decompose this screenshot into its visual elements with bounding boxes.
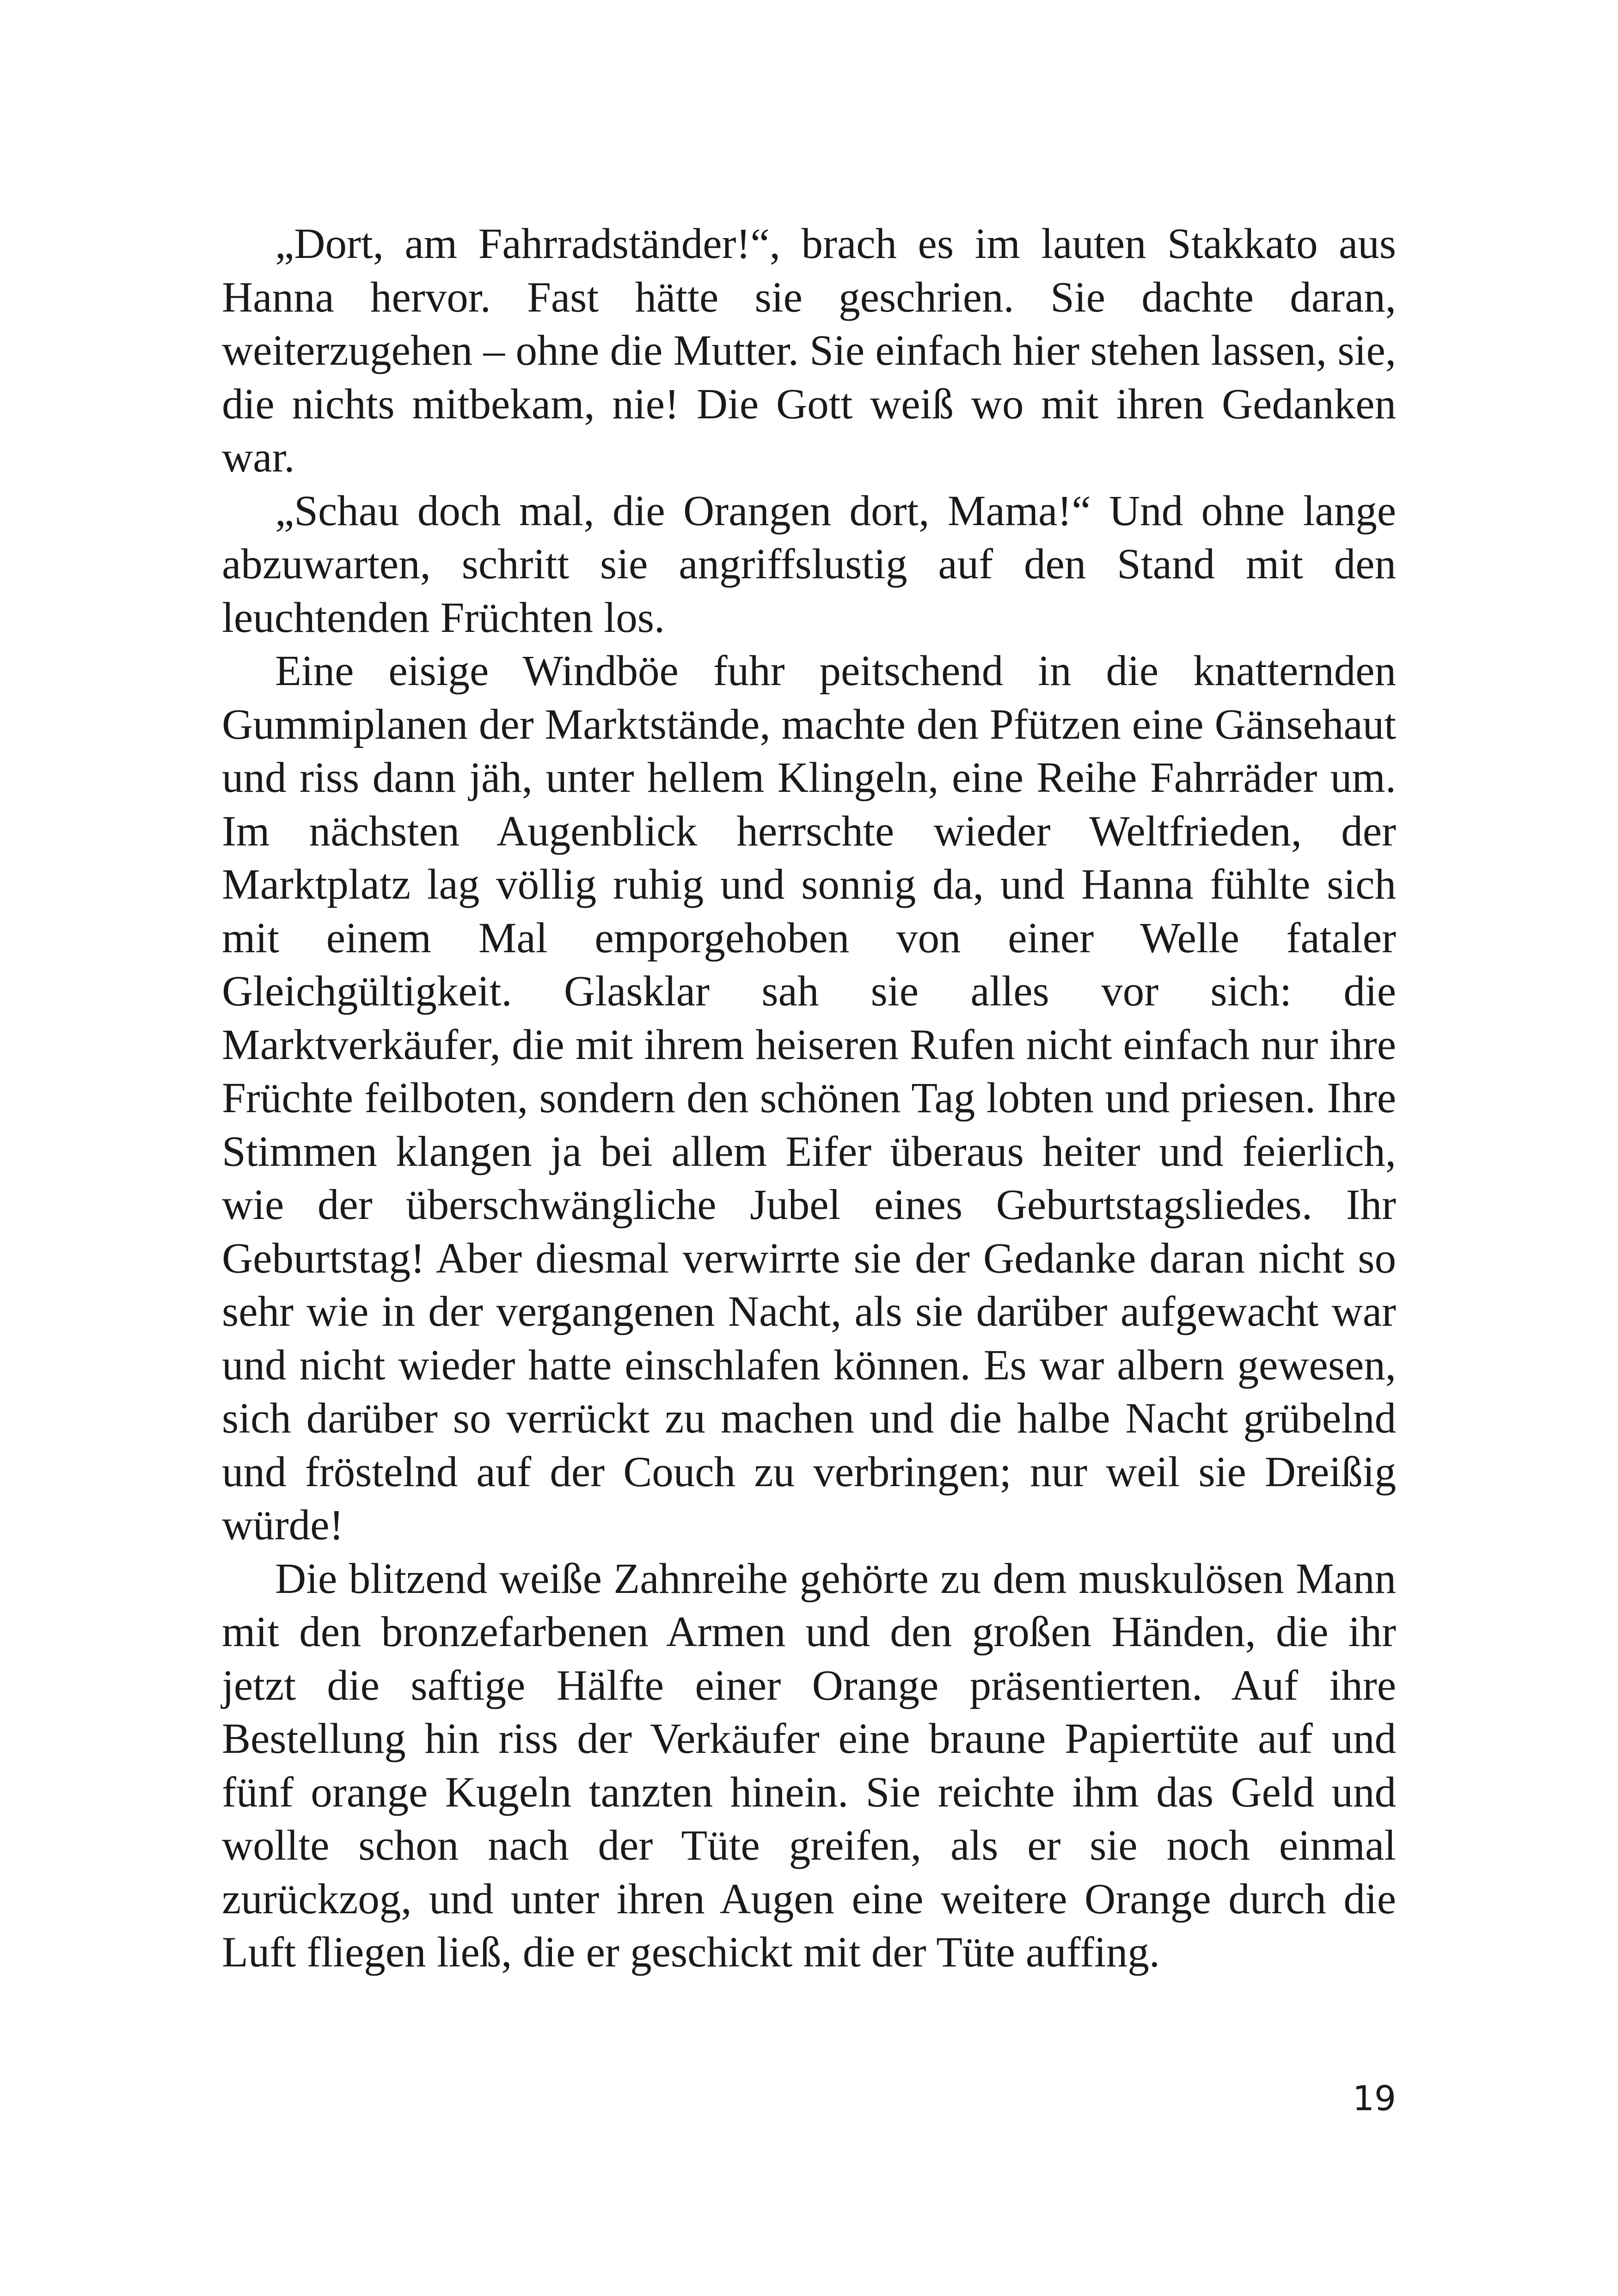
body-text [222,217,1396,1979]
paragraph-1: „Dort, am Fahrradständer!“, brach es im lauten Stakkato aus Hanna hervor. Fast hätte sie geschrien. Sie dachte daran, weiterzugehen – ohne die Mutter. Sie einfach hier stehen lassen, sie, die nichts mitbekam, nie! Die Gott weiß wo mit ihren Gedanken war. [222,220,1396,481]
paragraph-3: Eine eisige Windböe fuhr peitschend in die knatternden Gummiplanen der Marktstände, machte den Pfützen eine Gänsehaut und riss dann jäh, unter hellem Klingeln, eine Reihe Fahrräder um. Im nächsten Augenblick herrschte wieder Weltfrieden, der Marktplatz lag völlig ruhig und sonnig da, und Hanna fühlte sich mit einem Mal emporgehoben von einer Welle fataler Gleichgültigkeit. Glasklar sah sie alles vor sich: die Marktverkäufer, die mit ihrem heiseren Rufen nicht einfach nur ihre Früchte feilboten, sondern den schönen Tag lobten und priesen. Ihre Stimmen klangen ja bei allem Eifer überaus heiter und feierlich, wie der überschwängliche Jubel eines Geburtstagsliedes. Ihr Geburtstag! Aber diesmal verwirrte sie der Gedanke daran nicht so sehr wie in der vergangenen Nacht, als sie darüber aufgewacht war und nicht wieder hatte einschlafen können. Es war albern gewesen, sich darüber so verrückt zu machen und die halbe Nacht grübelnd und fröstelnd auf der Couch zu verbringen; nur weil sie Dreißig würde! [222,647,1396,1549]
paragraph-2: „Schau doch mal, die Orangen dort, Mama!“ Und ohne lange abzuwarten, schritt sie angriffslustig auf den Stand mit den leuchtenden Früchten los. [222,487,1396,642]
paragraph-4: Die blitzend weiße Zahnreihe gehörte zu dem muskulösen Mann mit den bronzefarbenen Armen und den großen Händen, die ihr jetzt die saftige Hälfte einer Orange präsentierten. Auf ihre Bestellung hin riss der Verkäufer eine braune Papiertüte auf und fünf orange Kugeln tanzten hinein. Sie reichte ihm das Geld und wollte schon nach der Tüte greifen, als er sie noch einmal zurückzog, und unter ihren Augen eine weitere Orange durch die Luft fliegen ließ, die er geschickt mit der Tüte auffing. [222,1555,1396,1976]
page-number: 19 [1352,2079,1396,2118]
